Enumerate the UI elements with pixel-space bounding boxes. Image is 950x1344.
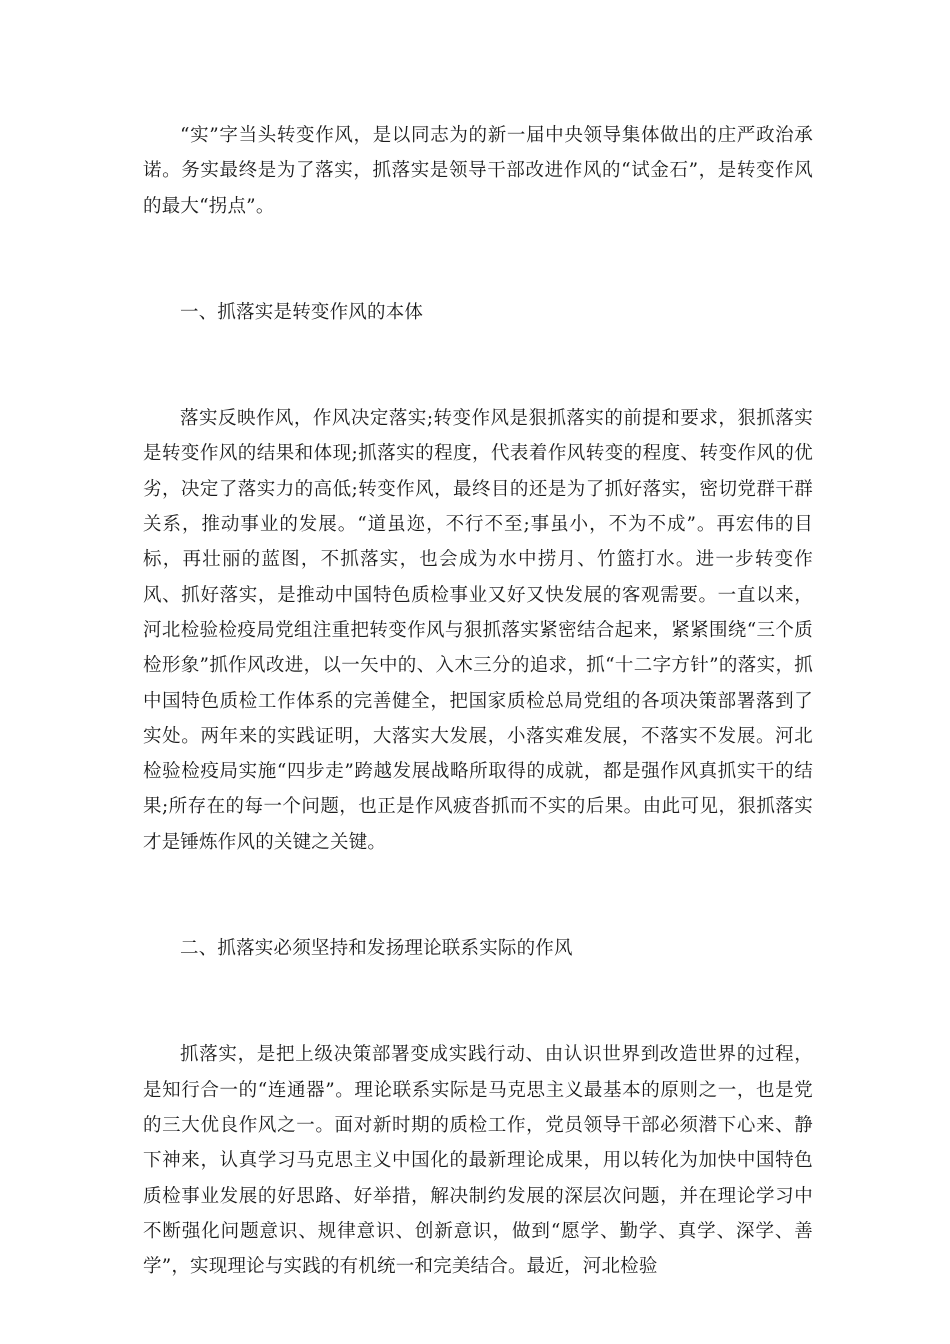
paragraph-gap (143, 860, 813, 931)
section-2-body: 抓落实，是把上级决策部署变成实践行动、由认识世界到改造世界的过程，是知行合一的“连通器”。理论联系实际是马克思主义最基本的原则之一，也是党的三大优良作风之一。面对新时期的质检工作，党员领导干部必须潜下心来、静下神来，认真学习马克思主义中国化的最新理论成果，用以转化为加快中国特色质检事业发展的好思路、好举措，解决制约发展的深层次问题，并在理论学习中不断强化问题意识、规律意识、创新意识，做到“愿学、勤学、真学、深学、善学”，实现理论与实践的有机统一和完美结合。最近，河北检验 (143, 1044, 813, 1278)
section-1-heading: 一、抓落实是转变作风的本体 (180, 301, 424, 323)
section-2-heading: 二、抓落实必须坚持和发扬理论联系实际的作风 (180, 938, 573, 960)
paragraph-gap (143, 330, 813, 401)
paragraph-gap (143, 966, 813, 1037)
intro-paragraph: “实”字当头转变作风，是以同志为的新一届中央领导集体做出的庄严政治承诺。务实最终是为了落实，抓落实是领导干部改进作风的“试金石”，是转变作风的最大“拐点”。 (143, 125, 813, 217)
document-page (143, 118, 813, 1284)
paragraph-gap (143, 224, 813, 295)
section-1-body: 落实反映作风，作风决定落实;转变作风是狠抓落实的前提和要求，狠抓落实是转变作风的结果和体现;抓落实的程度，代表着作风转变的程度、转变作风的优劣，决定了落实力的高低;转变作风，最终目的还是为了抓好落实，密切党群干群关系，推动事业的发展。“道虽迩，不行不至;事虽小，不为不成”。再宏伟的目标，再壮丽的蓝图，不抓落实，也会成为水中捞月、竹篮打水。进一步转变作风、抓好落实，是推动中国特色质检事业又好又快发展的客观需要。一直以来，河北检验检疫局党组注重把转变作风与狠抓落实紧密结合起来，紧紧围绕“三个质检形象”抓作风改进，以一矢中的、入木三分的追求，抓“十二字方针”的落实，抓中国特色质检工作体系的完善健全，把国家质检总局党组的各项决策部署落到了实处。两年来的实践证明，大落实大发展，小落实难发展，不落实不发展。河北检验检疫局实施“四步走”跨越发展战略所取得的成就，都是强作风真抓实干的结果;所存在的每一个问题，也正是作风疲沓抓而不实的后果。由此可见，狠抓落实才是锤炼作风的关键之关键。 (143, 408, 813, 853)
